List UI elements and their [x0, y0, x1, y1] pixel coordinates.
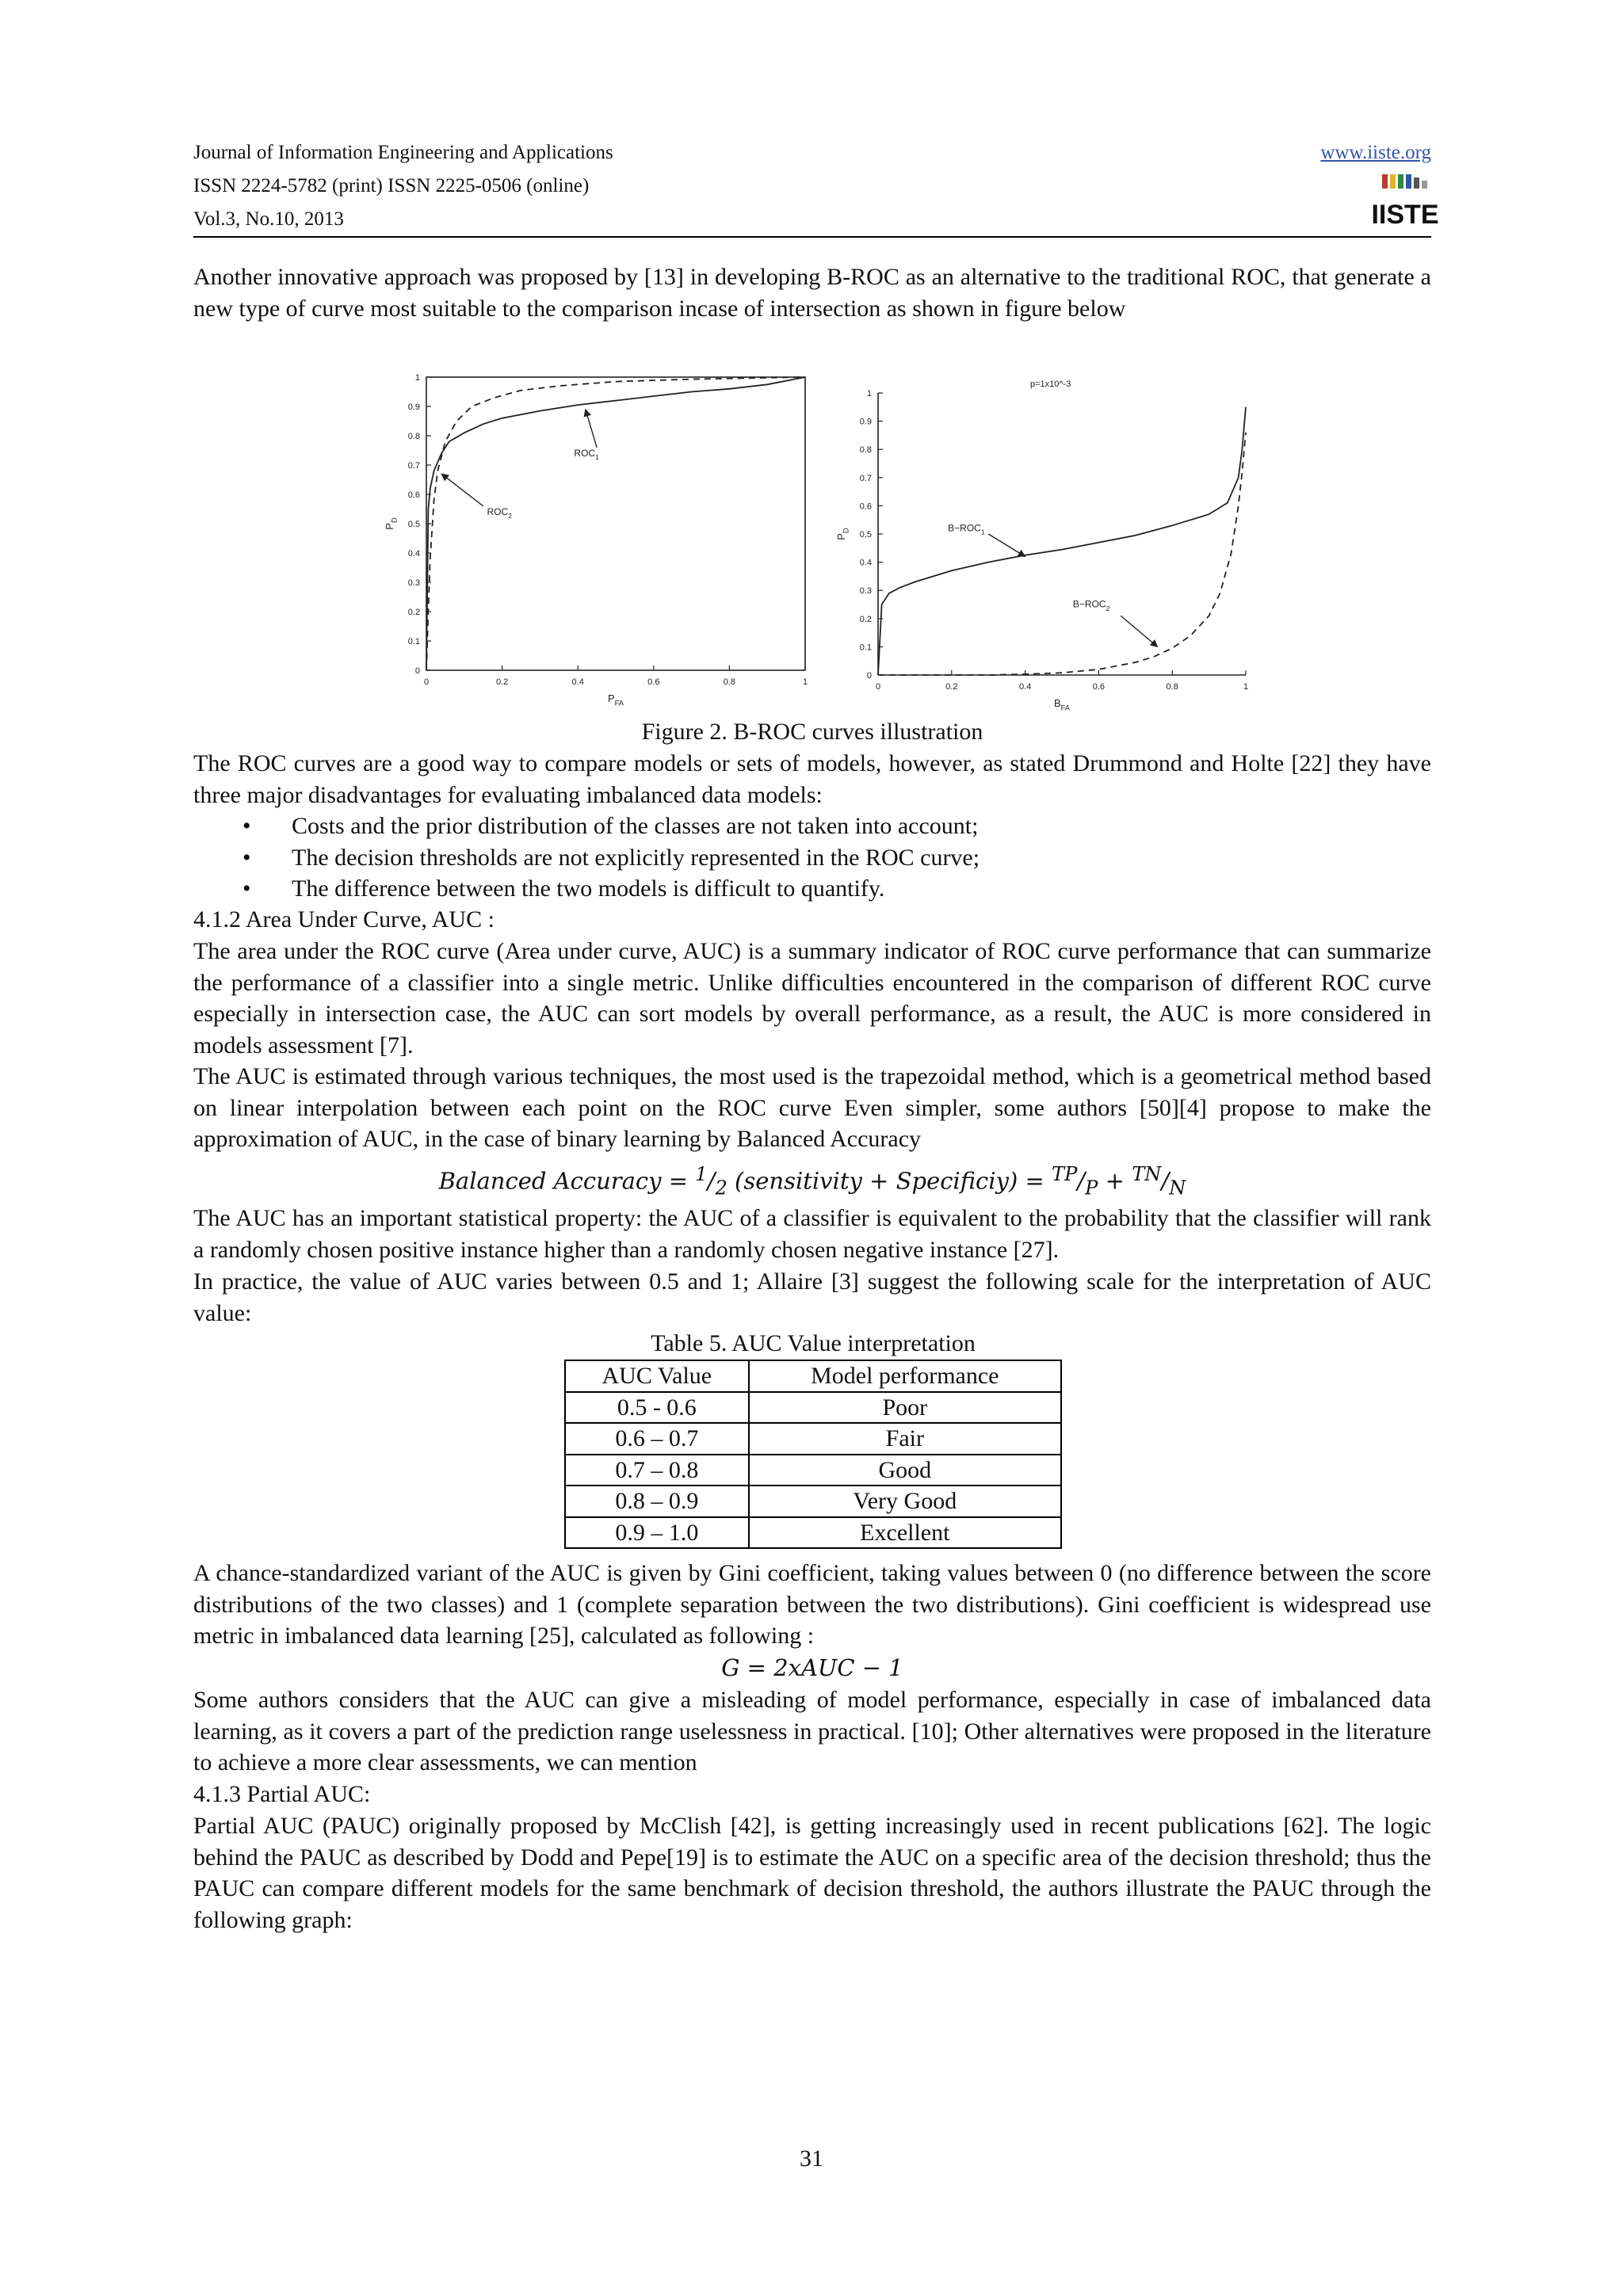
- table-row: [565, 1486, 1061, 1517]
- x-tick-label: 0: [875, 682, 881, 692]
- y-tick-label: 0.7: [407, 461, 420, 471]
- y-tick-label: 0.2: [859, 614, 872, 624]
- bullet-item: • Costs and the prior distribution of the classes are not taken into account;: [193, 810, 1431, 842]
- x-tick-label: 0.2: [495, 677, 509, 687]
- table-cell: Excellent: [749, 1517, 1061, 1549]
- y-tick-label: 0.4: [859, 558, 872, 568]
- series-b-roc-1: [878, 407, 1246, 675]
- annotation-label: $B-ROC_2$: [1072, 598, 1110, 612]
- table-row: [565, 1423, 1061, 1455]
- table-header-row: [565, 1360, 1061, 1392]
- annotation-arrow: [1121, 616, 1157, 646]
- x-tick-label: 0.2: [945, 682, 958, 692]
- balanced-accuracy-formula: Balanced Accuracy = $^1/_2$ (sensitivity + Specificiy) = $^{TP}/_P + ^{TN}/_N$: [438, 1163, 1186, 1199]
- table-caption: Table 5. AUC Value interpretation: [651, 1330, 976, 1356]
- y-tick-label: 0.7: [859, 473, 872, 483]
- table-cell: 0.6 – 0.7: [565, 1423, 749, 1455]
- gini-formula: G = 2xAUC − 1: [721, 1654, 903, 1681]
- header-rule: [193, 236, 1431, 238]
- table-header: Model performance: [749, 1360, 1061, 1392]
- series-roc-1: [426, 377, 805, 670]
- table-row: [565, 1455, 1061, 1486]
- auc-table: [564, 1360, 1062, 1549]
- x-axis-label: $B_{FA}$: [1053, 697, 1071, 712]
- y-tick-label: 0.2: [407, 608, 420, 617]
- x-tick-label: 0.4: [571, 677, 584, 687]
- y-tick-label: 0.3: [859, 586, 872, 597]
- y-axis-label: $P_D$: [384, 517, 399, 530]
- para-auc-4: In practice, the value of AUC varies between 0.5 and 1; Allaire [3] suggest the following scale for the interpretation of AUC value:: [193, 1268, 1431, 1326]
- formula-p: P: [1085, 1177, 1098, 1199]
- bullet-item: • The decision thresholds are not explicitly represented in the ROC curve;: [193, 842, 1431, 874]
- annotation-label: $ROC_1$: [574, 447, 599, 462]
- y-tick-label: 0.3: [407, 578, 420, 588]
- table-row: [565, 1392, 1061, 1424]
- iiste-logo: [1371, 173, 1439, 230]
- table-cell: Poor: [749, 1392, 1061, 1424]
- heading-auc: 4.1.2 Area Under Curve, AUC :: [193, 906, 495, 933]
- y-tick-label: 0.8: [859, 445, 872, 456]
- table-header: AUC Value: [565, 1360, 749, 1392]
- annotation-arrow: [441, 474, 483, 506]
- series-b-roc-2: [878, 433, 1246, 675]
- table-cell: 0.8 – 0.9: [565, 1486, 749, 1517]
- broc-chart: [832, 366, 1260, 715]
- y-tick-label: 0.6: [859, 502, 872, 512]
- para-gini: A chance-standardized variant of the AUC is given by Gini coefficient, taking values between 0 (no difference between the score distributions of the two classes) and 1 (complete separation between the two distributions). Gini coefficient is widespread use metric in imbalanced data learning [25], calculated as following :: [193, 1560, 1431, 1649]
- table-cell: Good: [749, 1455, 1061, 1486]
- table-cell: Very Good: [749, 1486, 1061, 1517]
- annotation-arrow: [586, 410, 597, 448]
- y-tick-label: 0.9: [859, 417, 872, 427]
- page-number: 31: [800, 2145, 823, 2172]
- journal-volume: Vol.3, No.10, 2013: [193, 208, 344, 230]
- para-mislead: Some authors considers that the AUC can give a misleading of model performance, especially in case of imbalanced data learning, as it covers a part of the prediction range uselessness in practical. [10]; Other alternatives were proposed in the literature to achieve a more clear assessments, we can mention: [193, 1687, 1431, 1775]
- bullet-item: • The difference between the two models is difficult to quantify.: [193, 873, 1431, 905]
- y-tick-label: 0.4: [407, 549, 420, 559]
- formula-half-den: 2: [715, 1177, 727, 1199]
- x-tick-label: 1: [1243, 682, 1249, 692]
- y-tick-label: 0.6: [407, 490, 420, 500]
- y-tick-label: 0: [414, 666, 420, 676]
- y-tick-label: 0.5: [407, 520, 420, 529]
- formula-lhs: Balanced Accuracy: [438, 1167, 662, 1195]
- y-tick-label: 1: [414, 373, 420, 383]
- x-tick-label: 0.8: [1166, 682, 1178, 692]
- table-cell: 0.9 – 1.0: [565, 1517, 749, 1549]
- x-tick-label: 0: [423, 677, 430, 687]
- y-tick-label: 0.5: [859, 530, 872, 540]
- figure-caption: Figure 2. B-ROC curves illustration: [641, 719, 983, 745]
- para-pauc: Partial AUC (PAUC) originally proposed by McClish [42], is getting increasingly used in recent publications [62]. The logic behind the PAUC as described by Dodd and Pepe[19] is to estimate the AUC on a specific area of the decision threshold; thus the PAUC can compare different models for the same benchmark of decision threshold, the authors illustrate the PAUC through the following graph:: [193, 1813, 1431, 1933]
- x-tick-label: 0.6: [647, 677, 660, 687]
- para-roc: The ROC curves are a good way to compare models or sets of models, however, as stated Drummond and Holte [22] they have three major disadvantages for evaluating imbalanced data models:: [193, 750, 1431, 808]
- x-tick-label: 0.4: [1018, 682, 1032, 692]
- annotation-arrow: [988, 534, 1025, 556]
- series-roc-2: [426, 377, 805, 670]
- journal-title: Journal of Information Engineering and Applications: [193, 142, 613, 163]
- journal-issn: ISSN 2224-5782 (print) ISSN 2225-0506 (online): [193, 175, 590, 196]
- para-auc-2: The AUC is estimated through various techniques, the most used is the trapezoidal method, which is a geometrical method based on linear interpolation between each point on the ROC curve Even simpler, some authors [50][4] propose to make the approximation of AUC, in the case of binary learning by Balanced Accuracy: [193, 1063, 1431, 1152]
- roc-chart: [372, 366, 832, 715]
- formula-paren: (sensitivity + Specificiy): [735, 1167, 1018, 1195]
- heading-pauc: 4.1.3 Partial AUC:: [193, 1781, 371, 1807]
- x-tick-label: 0.6: [1092, 682, 1106, 692]
- y-tick-label: 1: [866, 389, 872, 399]
- table-cell: Fair: [749, 1423, 1061, 1455]
- formula-n: N: [1169, 1177, 1186, 1199]
- formula-tn: TN: [1132, 1163, 1162, 1185]
- y-tick-label: 0.1: [407, 637, 420, 646]
- para-auc-1: The area under the ROC curve (Area under curve, AUC) is a summary indicator of ROC curve performance that can summarize the performance of a classifier into a single metric. Unlike difficulties encountered in the comparison of different ROC curve especially in intersection case, the AUC can sort models by overall performance, as a result, the AUC is more considered in models assessment [7].: [193, 938, 1431, 1058]
- y-axis-label-group: [384, 517, 399, 530]
- plot-frame: [426, 377, 805, 670]
- journal-header: [193, 136, 1439, 236]
- website-link[interactable]: www.iiste.org: [1320, 142, 1431, 163]
- y-tick-label: 0.8: [407, 432, 420, 441]
- table-cell: 0.7 – 0.8: [565, 1455, 749, 1486]
- x-tick-label: 1: [802, 677, 808, 687]
- x-tick-label: 0.8: [723, 677, 736, 687]
- y-tick-label: 0.1: [859, 643, 872, 653]
- annotation-label: $ROC_2$: [487, 505, 512, 521]
- formula-tp: TP: [1052, 1163, 1078, 1185]
- y-axis-label-group: [835, 528, 850, 540]
- bullet-list: [193, 810, 1431, 905]
- table-cell: 0.5 - 0.6: [565, 1392, 749, 1424]
- annotation-label: $B-ROC_1$: [948, 522, 985, 536]
- logo-text: IISTE: [1371, 200, 1439, 230]
- formula-half-num: 1: [695, 1163, 708, 1185]
- para-auc-3: The AUC has an important statistical property: the AUC of a classifier is equivalent to the probability that the classifier will rank a randomly chosen positive instance higher than a randomly chosen negative instance [27].: [193, 1205, 1431, 1263]
- y-tick-label: 0.9: [407, 402, 420, 412]
- y-tick-label: 0: [866, 671, 872, 681]
- table-row: [565, 1517, 1061, 1549]
- para-intro: Another innovative approach was proposed by [13] in developing B-ROC as an alternative to the traditional ROC, that generate a new type of curve most suitable to the comparison incase of intersection as shown in figure below: [193, 264, 1431, 322]
- x-axis-label: $P_{FA}$: [607, 692, 624, 707]
- y-axis-label: $P_D$: [835, 528, 850, 540]
- chart-title: p=1x10^-3: [1030, 379, 1071, 389]
